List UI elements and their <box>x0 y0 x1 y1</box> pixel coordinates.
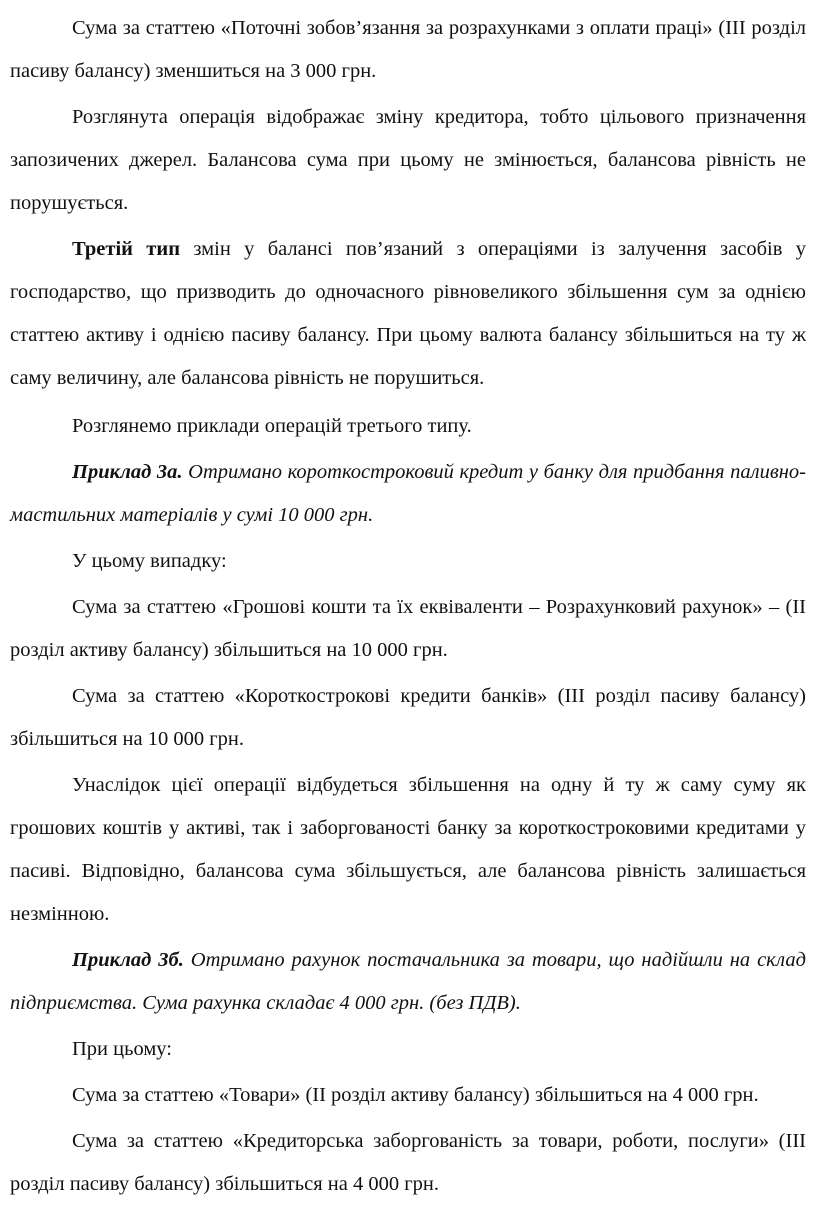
paragraph-text: Сума за статтею «Кредиторська заборгованість за товари, роботи, послуги» (ІІІ розділ пасиву балансу) збільшиться на 4 000 грн. <box>10 1130 806 1195</box>
bold-term: Третій тип <box>72 238 181 260</box>
paragraph-in-this-case <box>10 540 806 583</box>
paragraph-cash-increase <box>10 586 806 672</box>
paragraph-thereby <box>10 1028 806 1071</box>
paragraph-third-type <box>10 228 806 400</box>
paragraph-example-3a <box>10 451 806 537</box>
paragraph-text: При цьому: <box>72 1038 172 1060</box>
paragraph-text: Сума за статтею «Короткострокові кредити банків» (ІІІ розділ пасиву балансу) збільшиться на 10 000 грн. <box>10 685 806 750</box>
paragraph-payables-increase <box>10 1120 806 1206</box>
paragraph-text: Унаслідок цієї операції відбудеться збільшення на одну й ту ж саму суму як грошових коштів у активі, так і заборгованості банку за короткостроковими кредитами у пасиві. Відповідно, балансова сума збільшується, але балансова рівність залишається незмінною. <box>10 774 806 925</box>
paragraph-bank-credit-increase <box>10 675 806 761</box>
paragraph-text: Розглянута операція відображає зміну кредитора, тобто цільового призначення запозичених джерел. Балансова сума при цьому не змінюється, балансова рівність не порушується. <box>10 106 806 214</box>
paragraph-text: змін у балансі пов’язаний з операціями із залучення засобів у господарство, що призводить до одночасного рівновеликого збільшення сум за однією статтею активу і однією пасиву балансу. При цьому валюта балансу збільшиться на ту ж саму величину, але балансова рівність не порушиться. <box>10 238 806 389</box>
example-text: Отримано короткостроковий кредит у банку для придбання паливно-мастильних матеріалів у сумі 10 000 грн. <box>10 461 806 526</box>
paragraph-operation-result <box>10 764 806 936</box>
paragraph-text: Сума за статтею «Товари» (ІІ розділ активу балансу) збільшиться на 4 000 грн. <box>72 1084 759 1106</box>
example-label: Приклад 3б. <box>72 949 184 971</box>
paragraph-text: Розглянемо приклади операцій третього типу. <box>72 415 472 437</box>
example-label: Приклад 3а. <box>72 461 183 483</box>
paragraph-text: Сума за статтею «Грошові кошти та їх еквіваленти – Розрахунковий рахунок» – (ІІ розділ активу балансу) збільшиться на 10 000 грн. <box>10 596 806 661</box>
example-text: Отримано рахунок постачальника за товари, що надійшли на склад підприємства. Сума рахунка складає 4 000 грн. (без ПДВ). <box>10 949 806 1014</box>
document-page <box>10 0 806 1206</box>
paragraph-text: У цьому випадку: <box>72 550 227 572</box>
paragraph-text: Сума за статтею «Поточні зобов’язання за розрахунками з оплати праці» (ІІІ розділ пасиву балансу) зменшиться на 3 000 грн. <box>10 17 806 82</box>
paragraph-example-3b <box>10 939 806 1025</box>
paragraph-goods-increase <box>10 1074 806 1117</box>
paragraph-creditor-change <box>10 96 806 225</box>
paragraph-examples-intro <box>10 405 806 448</box>
paragraph-salary-liabilities <box>10 7 806 93</box>
